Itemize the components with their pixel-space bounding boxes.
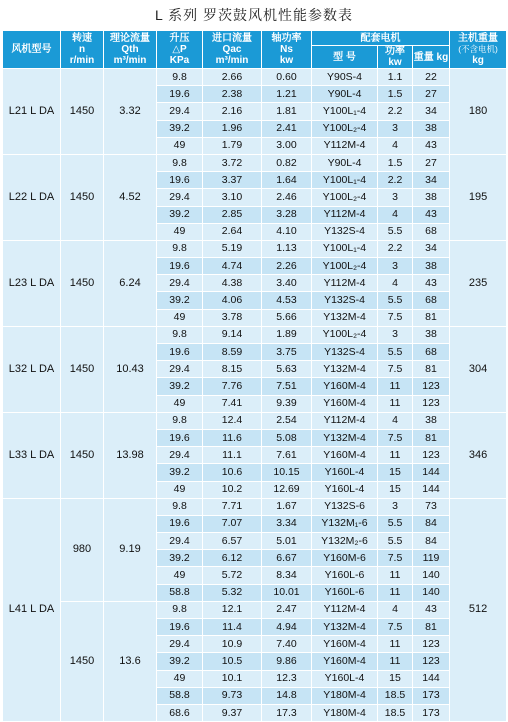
motor-weight-cell: 43	[413, 275, 450, 292]
motor-power-cell: 7.5	[378, 309, 413, 326]
model-cell: L33 L DA	[3, 412, 61, 498]
motor-power-cell: 7.5	[378, 619, 413, 636]
motor-power-cell: 11	[378, 395, 413, 412]
model-cell: L32 L DA	[3, 326, 61, 412]
motor-weight-cell: 68	[413, 292, 450, 309]
inlet-flow-cell: 2.66	[203, 69, 262, 86]
inlet-flow-cell: 3.78	[203, 309, 262, 326]
motor-weight-cell: 173	[413, 687, 450, 704]
header-motor-power: 功率 kw	[378, 46, 413, 69]
pressure-cell: 19.6	[157, 258, 203, 275]
motor-power-cell: 18.5	[378, 704, 413, 721]
motor-power-cell: 5.5	[378, 223, 413, 240]
motor-power-cell: 15	[378, 481, 413, 498]
pressure-cell: 19.6	[157, 172, 203, 189]
pressure-cell: 19.6	[157, 515, 203, 532]
motor-weight-cell: 68	[413, 223, 450, 240]
motor-weight-cell: 81	[413, 361, 450, 378]
pressure-cell: 49	[157, 395, 203, 412]
shaft-power-cell: 10.01	[262, 584, 312, 601]
motor-model-cell: Y90L-4	[312, 154, 378, 171]
shaft-power-cell: 3.00	[262, 137, 312, 154]
pressure-cell: 9.8	[157, 240, 203, 257]
inlet-flow-cell: 5.32	[203, 584, 262, 601]
motor-weight-cell: 123	[413, 395, 450, 412]
shaft-power-cell: 2.54	[262, 412, 312, 429]
speed-cell: 1450	[61, 326, 104, 412]
motor-power-cell: 7.5	[378, 429, 413, 446]
motor-power-cell: 11	[378, 653, 413, 670]
motor-power-cell: 11	[378, 567, 413, 584]
shaft-power-cell: 5.01	[262, 533, 312, 550]
inlet-flow-cell: 11.6	[203, 429, 262, 446]
shaft-power-cell: 9.86	[262, 653, 312, 670]
motor-model-cell: Y132S-6	[312, 498, 378, 515]
pressure-cell: 58.8	[157, 584, 203, 601]
table-row	[3, 240, 507, 257]
inlet-flow-cell: 2.16	[203, 103, 262, 120]
motor-weight-cell: 123	[413, 378, 450, 395]
pressure-cell: 9.8	[157, 498, 203, 515]
pressure-cell: 49	[157, 309, 203, 326]
shaft-power-cell: 1.21	[262, 86, 312, 103]
inlet-flow-cell: 10.5	[203, 653, 262, 670]
inlet-flow-cell: 10.6	[203, 464, 262, 481]
pressure-cell: 39.2	[157, 550, 203, 567]
motor-power-cell: 5.5	[378, 515, 413, 532]
motor-model-cell: Y90L-4	[312, 86, 378, 103]
shaft-power-cell: 6.67	[262, 550, 312, 567]
inlet-flow-cell: 4.74	[203, 258, 262, 275]
header-speed: 转速 n r/min	[61, 31, 104, 69]
inlet-flow-cell: 9.73	[203, 687, 262, 704]
model-cell: L22 L DA	[3, 154, 61, 240]
inlet-flow-cell: 1.79	[203, 137, 262, 154]
motor-power-cell: 15	[378, 670, 413, 687]
motor-model-cell: Y132M₂-6	[312, 533, 378, 550]
motor-model-cell: Y100L₂-4	[312, 258, 378, 275]
pressure-cell: 39.2	[157, 120, 203, 137]
inlet-flow-cell: 4.38	[203, 275, 262, 292]
motor-weight-cell: 34	[413, 103, 450, 120]
inlet-flow-cell: 5.19	[203, 240, 262, 257]
motor-power-cell: 2.2	[378, 172, 413, 189]
host-weight-cell: 195	[450, 154, 507, 240]
shaft-power-cell: 4.10	[262, 223, 312, 240]
motor-weight-cell: 81	[413, 619, 450, 636]
pressure-cell: 9.8	[157, 154, 203, 171]
motor-power-cell: 11	[378, 378, 413, 395]
pressure-cell: 29.4	[157, 361, 203, 378]
motor-model-cell: Y100L₂-4	[312, 189, 378, 206]
motor-power-cell: 3	[378, 258, 413, 275]
motor-weight-cell: 27	[413, 154, 450, 171]
speed-cell: 1450	[61, 240, 104, 326]
motor-model-cell: Y160M-4	[312, 378, 378, 395]
shaft-power-cell: 7.61	[262, 447, 312, 464]
motor-weight-cell: 140	[413, 567, 450, 584]
shaft-power-cell: 3.75	[262, 344, 312, 361]
shaft-power-cell: 10.15	[262, 464, 312, 481]
motor-weight-cell: 38	[413, 412, 450, 429]
motor-model-cell: Y160M-4	[312, 447, 378, 464]
shaft-power-cell: 0.82	[262, 154, 312, 171]
motor-power-cell: 5.5	[378, 292, 413, 309]
motor-power-cell: 4	[378, 412, 413, 429]
motor-power-cell: 11	[378, 636, 413, 653]
shaft-power-cell: 7.51	[262, 378, 312, 395]
motor-weight-cell: 84	[413, 515, 450, 532]
motor-weight-cell: 38	[413, 120, 450, 137]
pressure-cell: 9.8	[157, 412, 203, 429]
motor-model-cell: Y132M-4	[312, 361, 378, 378]
inlet-flow-cell: 4.06	[203, 292, 262, 309]
inlet-flow-cell: 7.76	[203, 378, 262, 395]
motor-power-cell: 1.1	[378, 69, 413, 86]
pressure-cell: 29.4	[157, 275, 203, 292]
flow-cell: 13.98	[104, 412, 157, 498]
shaft-power-cell: 0.60	[262, 69, 312, 86]
pressure-cell: 39.2	[157, 206, 203, 223]
inlet-flow-cell: 3.37	[203, 172, 262, 189]
motor-weight-cell: 43	[413, 206, 450, 223]
table-row	[3, 326, 507, 343]
motor-model-cell: Y100L₂-4	[312, 326, 378, 343]
page-title: L 系列 罗茨鼓风机性能参数表	[154, 7, 354, 23]
shaft-power-cell: 1.81	[262, 103, 312, 120]
motor-weight-cell: 144	[413, 481, 450, 498]
pressure-cell: 39.2	[157, 653, 203, 670]
motor-weight-cell: 34	[413, 172, 450, 189]
inlet-flow-cell: 1.96	[203, 120, 262, 137]
flow-cell: 13.6	[104, 601, 157, 721]
inlet-flow-cell: 2.64	[203, 223, 262, 240]
inlet-flow-cell: 12.4	[203, 412, 262, 429]
header-model: 风机型号	[3, 31, 61, 69]
motor-power-cell: 4	[378, 137, 413, 154]
shaft-power-cell: 12.3	[262, 670, 312, 687]
inlet-flow-cell: 7.41	[203, 395, 262, 412]
speed-cell: 1450	[61, 154, 104, 240]
motor-weight-cell: 73	[413, 498, 450, 515]
motor-weight-cell: 84	[413, 533, 450, 550]
motor-weight-cell: 144	[413, 670, 450, 687]
motor-weight-cell: 123	[413, 653, 450, 670]
header-host-weight: 主机重量 (不含电机) kg	[450, 31, 507, 69]
pressure-cell: 39.2	[157, 292, 203, 309]
motor-weight-cell: 27	[413, 86, 450, 103]
inlet-flow-cell: 11.4	[203, 619, 262, 636]
inlet-flow-cell: 2.85	[203, 206, 262, 223]
motor-model-cell: Y160L-4	[312, 481, 378, 498]
motor-weight-cell: 81	[413, 309, 450, 326]
motor-model-cell: Y100L₂-4	[312, 120, 378, 137]
motor-weight-cell: 119	[413, 550, 450, 567]
motor-weight-cell: 81	[413, 429, 450, 446]
motor-power-cell: 15	[378, 464, 413, 481]
inlet-flow-cell: 8.15	[203, 361, 262, 378]
inlet-flow-cell: 2.38	[203, 86, 262, 103]
inlet-flow-cell: 10.9	[203, 636, 262, 653]
motor-power-cell: 7.5	[378, 550, 413, 567]
motor-model-cell: Y160L-4	[312, 670, 378, 687]
inlet-flow-cell: 10.2	[203, 481, 262, 498]
performance-table	[2, 30, 507, 722]
host-weight-cell: 235	[450, 240, 507, 326]
model-cell: L23 L DA	[3, 240, 61, 326]
inlet-flow-cell: 6.12	[203, 550, 262, 567]
model-cell: L41 L DA	[3, 498, 61, 721]
inlet-flow-cell: 3.72	[203, 154, 262, 171]
header-inlet-flow: 进口流量 Qac m³/min	[203, 31, 262, 69]
speed-cell: 1450	[61, 69, 104, 155]
motor-model-cell: Y112M-4	[312, 137, 378, 154]
host-weight-cell: 180	[450, 69, 507, 155]
pressure-cell: 19.6	[157, 429, 203, 446]
pressure-cell: 9.8	[157, 326, 203, 343]
header-flow: 理论流量 Qth m³/min	[104, 31, 157, 69]
motor-model-cell: Y112M-4	[312, 206, 378, 223]
shaft-power-cell: 2.26	[262, 258, 312, 275]
motor-model-cell: Y160M-4	[312, 395, 378, 412]
table-body	[3, 69, 507, 722]
motor-weight-cell: 38	[413, 326, 450, 343]
motor-power-cell: 2.2	[378, 240, 413, 257]
host-weight-cell: 304	[450, 326, 507, 412]
pressure-cell: 49	[157, 481, 203, 498]
shaft-power-cell: 1.67	[262, 498, 312, 515]
motor-power-cell: 3	[378, 189, 413, 206]
shaft-power-cell: 1.89	[262, 326, 312, 343]
pressure-cell: 9.8	[157, 69, 203, 86]
shaft-power-cell: 7.40	[262, 636, 312, 653]
motor-power-cell: 4	[378, 601, 413, 618]
motor-power-cell: 3	[378, 326, 413, 343]
motor-power-cell: 5.5	[378, 344, 413, 361]
motor-weight-cell: 123	[413, 447, 450, 464]
shaft-power-cell: 2.47	[262, 601, 312, 618]
header-pressure: 升压 △P KPa	[157, 31, 203, 69]
motor-power-cell: 18.5	[378, 687, 413, 704]
speed-cell: 980	[61, 498, 104, 601]
pressure-cell: 68.6	[157, 704, 203, 721]
motor-power-cell: 2.2	[378, 103, 413, 120]
speed-cell: 1450	[61, 601, 104, 721]
motor-power-cell: 1.5	[378, 86, 413, 103]
shaft-power-cell: 2.46	[262, 189, 312, 206]
motor-model-cell: Y100L₁-4	[312, 240, 378, 257]
speed-cell: 1450	[61, 412, 104, 498]
inlet-flow-cell: 10.1	[203, 670, 262, 687]
inlet-flow-cell: 7.07	[203, 515, 262, 532]
pressure-cell: 29.4	[157, 103, 203, 120]
host-weight-cell: 512	[450, 498, 507, 721]
motor-model-cell: Y112M-4	[312, 275, 378, 292]
inlet-flow-cell: 9.37	[203, 704, 262, 721]
table-row	[3, 412, 507, 429]
motor-model-cell: Y132M-4	[312, 309, 378, 326]
shaft-power-cell: 5.63	[262, 361, 312, 378]
shaft-power-cell: 4.53	[262, 292, 312, 309]
shaft-power-cell: 3.40	[262, 275, 312, 292]
motor-weight-cell: 34	[413, 240, 450, 257]
pressure-cell: 39.2	[157, 464, 203, 481]
motor-model-cell: Y160L-4	[312, 464, 378, 481]
flow-cell: 6.24	[104, 240, 157, 326]
motor-power-cell: 7.5	[378, 361, 413, 378]
pressure-cell: 58.8	[157, 687, 203, 704]
motor-model-cell: Y112M-4	[312, 601, 378, 618]
motor-model-cell: Y160M-6	[312, 550, 378, 567]
shaft-power-cell: 8.34	[262, 567, 312, 584]
model-cell: L21 L DA	[3, 69, 61, 155]
inlet-flow-cell: 11.1	[203, 447, 262, 464]
motor-weight-cell: 123	[413, 636, 450, 653]
motor-model-cell: Y160M-4	[312, 653, 378, 670]
motor-weight-cell: 43	[413, 601, 450, 618]
flow-cell: 3.32	[104, 69, 157, 155]
flow-cell: 4.52	[104, 154, 157, 240]
shaft-power-cell: 1.64	[262, 172, 312, 189]
shaft-power-cell: 9.39	[262, 395, 312, 412]
flow-cell: 9.19	[104, 498, 157, 601]
motor-weight-cell: 144	[413, 464, 450, 481]
motor-model-cell: Y160L-6	[312, 584, 378, 601]
pressure-cell: 19.6	[157, 344, 203, 361]
motor-model-cell: Y180M-4	[312, 704, 378, 721]
shaft-power-cell: 1.13	[262, 240, 312, 257]
motor-power-cell: 3	[378, 498, 413, 515]
shaft-power-cell: 2.41	[262, 120, 312, 137]
motor-power-cell: 3	[378, 120, 413, 137]
shaft-power-cell: 3.34	[262, 515, 312, 532]
pressure-cell: 29.4	[157, 636, 203, 653]
shaft-power-cell: 5.08	[262, 429, 312, 446]
inlet-flow-cell: 8.59	[203, 344, 262, 361]
motor-power-cell: 4	[378, 206, 413, 223]
shaft-power-cell: 14.8	[262, 687, 312, 704]
header-motor-model: 型 号	[312, 46, 378, 69]
table-row	[3, 154, 507, 171]
table-row	[3, 498, 507, 515]
motor-weight-cell: 22	[413, 69, 450, 86]
motor-model-cell: Y160M-4	[312, 636, 378, 653]
pressure-cell: 39.2	[157, 378, 203, 395]
motor-model-cell: Y100L₁-4	[312, 172, 378, 189]
motor-weight-cell: 38	[413, 189, 450, 206]
pressure-cell: 49	[157, 567, 203, 584]
inlet-flow-cell: 6.57	[203, 533, 262, 550]
header-shaft-power: 轴功率 Ns kw	[262, 31, 312, 69]
host-weight-cell: 346	[450, 412, 507, 498]
motor-model-cell: Y132M-4	[312, 619, 378, 636]
pressure-cell: 29.4	[157, 189, 203, 206]
motor-model-cell: Y132M-4	[312, 429, 378, 446]
motor-power-cell: 4	[378, 275, 413, 292]
shaft-power-cell: 12.69	[262, 481, 312, 498]
motor-model-cell: Y100L₁-4	[312, 103, 378, 120]
motor-model-cell: Y180M-4	[312, 687, 378, 704]
motor-model-cell: Y132S-4	[312, 292, 378, 309]
inlet-flow-cell: 12.1	[203, 601, 262, 618]
motor-model-cell: Y132S-4	[312, 344, 378, 361]
inlet-flow-cell: 7.71	[203, 498, 262, 515]
inlet-flow-cell: 3.10	[203, 189, 262, 206]
inlet-flow-cell: 5.72	[203, 567, 262, 584]
shaft-power-cell: 4.94	[262, 619, 312, 636]
motor-model-cell: Y90S-4	[312, 69, 378, 86]
shaft-power-cell: 5.66	[262, 309, 312, 326]
pressure-cell: 9.8	[157, 601, 203, 618]
pressure-cell: 19.6	[157, 86, 203, 103]
shaft-power-cell: 17.3	[262, 704, 312, 721]
motor-power-cell: 1.5	[378, 154, 413, 171]
inlet-flow-cell: 9.14	[203, 326, 262, 343]
motor-model-cell: Y132S-4	[312, 223, 378, 240]
motor-weight-cell: 38	[413, 258, 450, 275]
motor-weight-cell: 68	[413, 344, 450, 361]
motor-power-cell: 11	[378, 447, 413, 464]
pressure-cell: 19.6	[157, 619, 203, 636]
pressure-cell: 29.4	[157, 533, 203, 550]
motor-model-cell: Y112M-4	[312, 412, 378, 429]
pressure-cell: 49	[157, 670, 203, 687]
motor-weight-cell: 43	[413, 137, 450, 154]
shaft-power-cell: 3.28	[262, 206, 312, 223]
pressure-cell: 29.4	[157, 447, 203, 464]
motor-power-cell: 11	[378, 584, 413, 601]
motor-model-cell: Y160L-6	[312, 567, 378, 584]
table-row	[3, 69, 507, 86]
motor-weight-cell: 140	[413, 584, 450, 601]
motor-weight-cell: 173	[413, 704, 450, 721]
motor-power-cell: 5.5	[378, 533, 413, 550]
table-row	[3, 601, 507, 618]
flow-cell: 10.43	[104, 326, 157, 412]
header-motor-weight: 重量 kg	[413, 46, 450, 69]
pressure-cell: 49	[157, 223, 203, 240]
header-motor: 配套电机	[312, 31, 450, 46]
pressure-cell: 49	[157, 137, 203, 154]
motor-model-cell: Y132M₁-6	[312, 515, 378, 532]
